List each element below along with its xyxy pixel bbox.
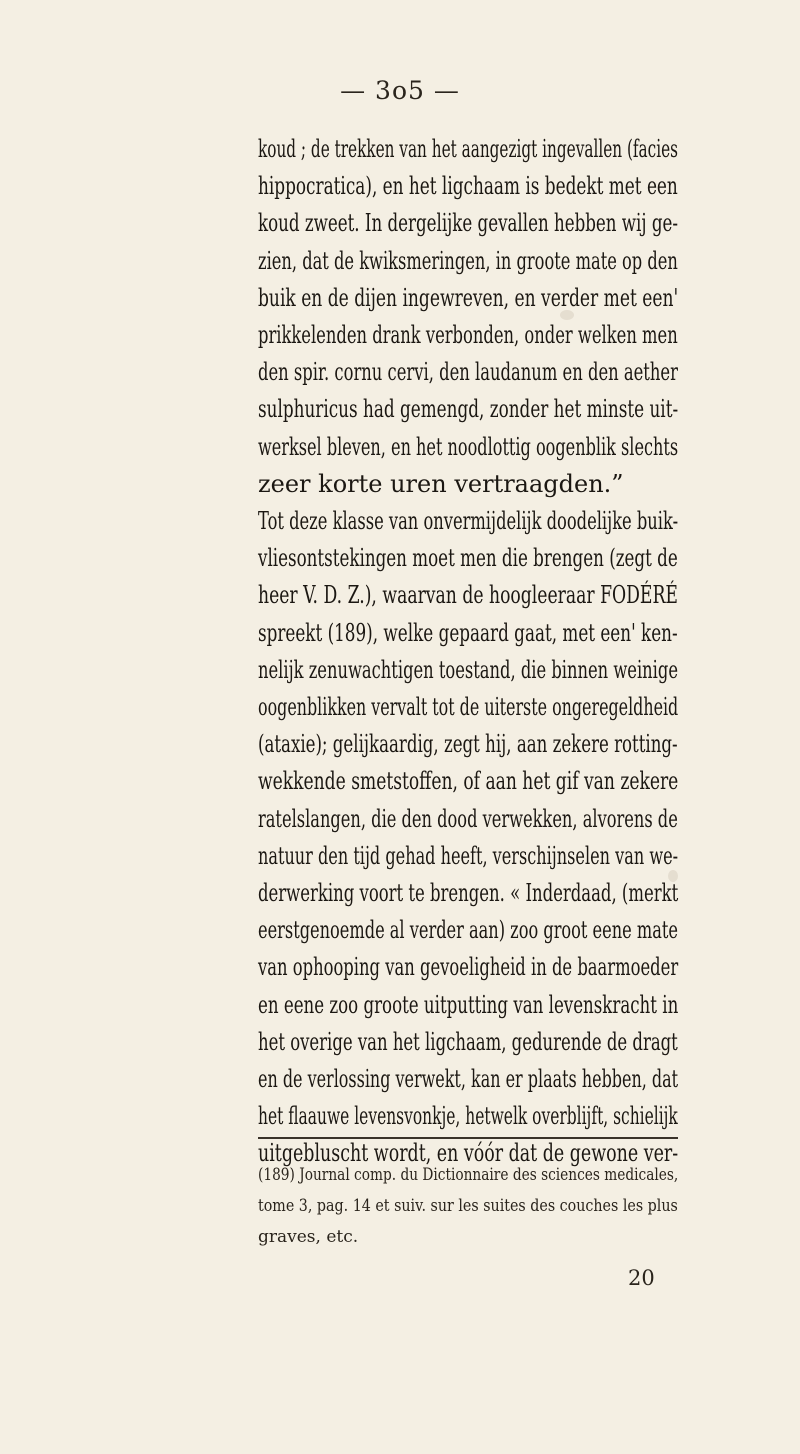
text-line: (ataxie); gelijkaardig, zegt hij, aan zekere rotting- xyxy=(258,730,678,759)
page-number-header: — 3o5 — xyxy=(340,76,460,105)
text-line: van ophooping van gevoeligheid in de baarmoeder xyxy=(258,953,679,982)
text-line: eerstgenoemde al verder aan) zoo groot eene mate xyxy=(258,916,678,945)
text-line: vliesontstekingen moet men die brengen (zegt de xyxy=(258,544,678,573)
signature-mark: 20 xyxy=(628,1266,655,1290)
text-line: natuur den tijd gehad heeft, verschijnselen van we- xyxy=(258,841,679,870)
text-line: zeer korte uren vertraagden.” xyxy=(258,469,624,498)
text-line: zien, dat de kwiksmeringen, in groote mate op den xyxy=(258,246,678,275)
footnote-line: graves, etc. xyxy=(258,1227,359,1247)
text-line: derwerking voort te brengen. « Inderdaad, (merkt xyxy=(258,879,679,908)
text-line: Tot deze klasse van onvermijdelijk doodelijke buik- xyxy=(258,507,679,536)
text-line: koud zweet. In dergelijke gevallen hebben wij ge- xyxy=(258,209,678,238)
text-line: heer V. D. Z.), waarvan de hoogleeraar FODÉRÉ xyxy=(258,581,678,610)
text-line: en de verlossing verwekt, kan er plaats hebben, dat xyxy=(258,1065,679,1094)
text-line: ratelslangen, die den dood verwekken, alvorens de xyxy=(258,804,678,833)
text-line: spreekt (189), welke gepaard gaat, met een' ken- xyxy=(258,618,678,647)
footnote-line: (189) Journal comp. du Dictionnaire des sciences medicales, xyxy=(258,1165,679,1185)
text-line: uitgebluscht wordt, en vóór dat de gewone ver- xyxy=(258,1139,679,1168)
text-line: prikkelenden drank verbonden, onder welken men xyxy=(258,321,678,350)
footnote-block xyxy=(258,1160,678,1253)
text-line: hippocratica), en het ligchaam is bedekt met een xyxy=(258,172,678,201)
text-line: het overige van het ligchaam, gedurende de dragt xyxy=(258,1027,678,1056)
text-line: en eene zoo groote uitputting van levenskracht in xyxy=(258,990,679,1019)
main-text xyxy=(258,131,678,1173)
text-line: den spir. cornu cervi, den laudanum en den aether xyxy=(258,358,678,387)
footnote-divider xyxy=(258,1137,678,1139)
text-line: koud ; de trekken van het aangezigt ingevallen (facies xyxy=(258,135,678,163)
text-line: wekkende smetstoffen, of aan het gif van zekere xyxy=(258,767,679,796)
text-line: sulphuricus had gemengd, zonder het minste uit- xyxy=(258,395,679,424)
text-line: werksel bleven, en het noodlottig oogenblik slechts xyxy=(258,432,679,461)
text-line: het flaauwe levensvonkje, hetwelk overblijft, schielijk xyxy=(258,1102,678,1131)
text-line: buik en de dijen ingewreven, en verder met een' xyxy=(258,283,679,312)
footnote-line: tome 3, pag. 14 et suiv. sur les suites des couches les plus xyxy=(258,1196,678,1216)
text-line: nelijk zenuwachtigen toestand, die binnen weinige xyxy=(258,655,678,684)
text-line: oogenblikken vervalt tot de uiterste ongeregeldheid xyxy=(258,693,679,722)
